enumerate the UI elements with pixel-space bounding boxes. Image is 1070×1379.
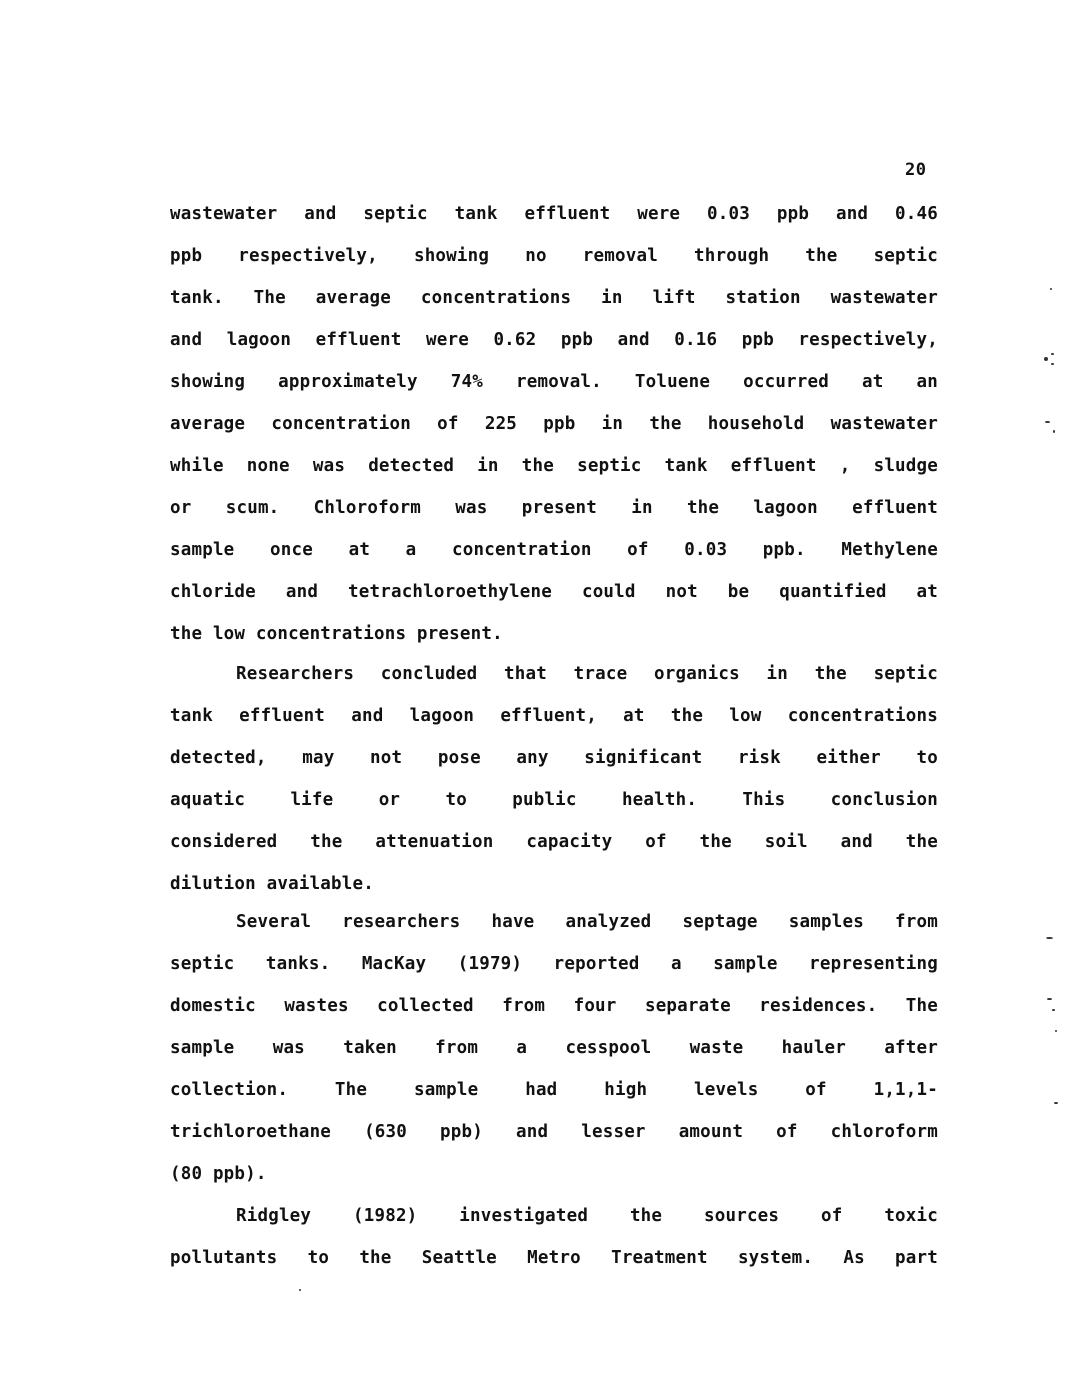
page-number: 20 xyxy=(905,160,927,180)
text-line: ppb respectively, showing no removal through the septic xyxy=(170,246,938,266)
scan-speck xyxy=(1047,998,1052,1000)
text-line: domestic wastes collected from four separate residences. The xyxy=(170,996,938,1016)
text-line: the low concentrations present. xyxy=(170,624,503,644)
text-line: Researchers concluded that trace organics in the septic xyxy=(236,664,938,684)
text-line: (80 ppb). xyxy=(170,1164,267,1184)
text-line: average concentration of 225 ppb in the household wastewater xyxy=(170,414,938,434)
text-line: dilution available. xyxy=(170,874,374,894)
scan-speck xyxy=(1053,430,1055,433)
scan-speck xyxy=(299,1289,301,1291)
text-line: pollutants to the Seattle Metro Treatment system. As part xyxy=(170,1248,938,1268)
scan-speck xyxy=(1045,421,1050,423)
text-line: sample once at a concentration of 0.03 ppb. Methylene xyxy=(170,540,938,560)
scan-speck xyxy=(1055,1030,1057,1032)
text-line: tank effluent and lagoon effluent, at the low concentrations xyxy=(170,706,938,726)
scan-speck xyxy=(1052,1009,1055,1011)
text-line: Ridgley (1982) investigated the sources of toxic xyxy=(236,1206,938,1226)
text-line: aquatic life or to public health. This conclusion xyxy=(170,790,938,810)
text-line: while none was detected in the septic tank effluent , sludge xyxy=(170,456,938,476)
scan-speck xyxy=(1046,937,1053,939)
text-line: sample was taken from a cesspool waste hauler after xyxy=(170,1038,938,1058)
scan-speck xyxy=(1054,1102,1058,1104)
text-line: septic tanks. MacKay (1979) reported a sample representing xyxy=(170,954,938,974)
text-line: Several researchers have analyzed septage samples from xyxy=(236,912,938,932)
text-line: trichloroethane (630 ppb) and lesser amount of chloroform xyxy=(170,1122,938,1142)
scan-speck xyxy=(1050,288,1052,290)
text-line: chloride and tetrachloroethylene could not be quantified at xyxy=(170,582,938,602)
text-line: showing approximately 74% removal. Toluene occurred at an xyxy=(170,372,938,392)
text-line: detected, may not pose any significant risk either to xyxy=(170,748,938,768)
text-line: and lagoon effluent were 0.62 ppb and 0.16 ppb respectively, xyxy=(170,330,938,350)
scan-speck xyxy=(1051,353,1054,355)
text-line: tank. The average concentrations in lift station wastewater xyxy=(170,288,938,308)
text-line: or scum. Chloroform was present in the lagoon effluent xyxy=(170,498,938,518)
text-line: considered the attenuation capacity of the soil and the xyxy=(170,832,938,852)
text-line: collection. The sample had high levels of 1,1,1- xyxy=(170,1080,938,1100)
scan-speck xyxy=(1051,363,1054,365)
scan-speck xyxy=(1044,357,1048,361)
text-line: wastewater and septic tank effluent were 0.03 ppb and 0.46 xyxy=(170,204,938,224)
